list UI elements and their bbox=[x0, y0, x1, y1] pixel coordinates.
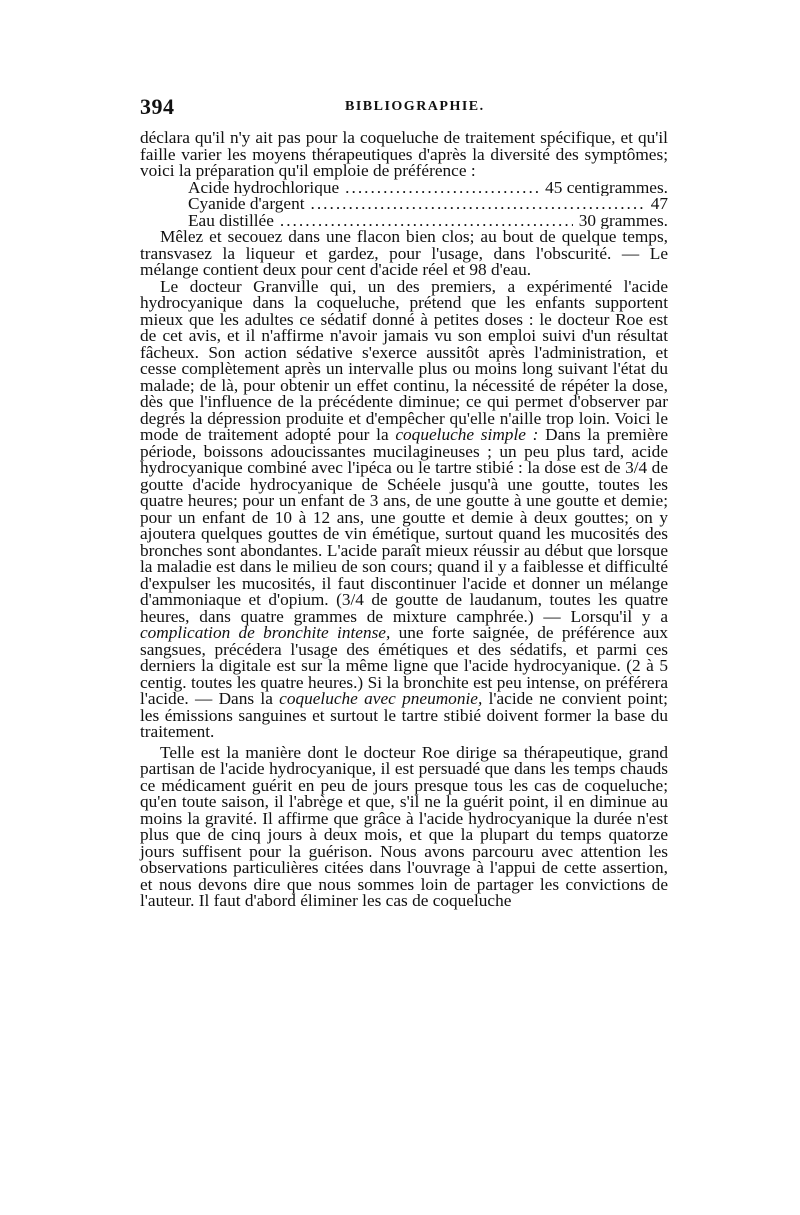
emphasis-simple-whooping-cough: coqueluche simple : bbox=[395, 425, 539, 444]
page-number: 394 bbox=[140, 94, 175, 119]
paragraph-4: Telle est la manière dont le docteur Roe dirige sa thérapeutique, grand partisan de l'acide hydrocyanique, il est persuadé que dans les temps chauds ce médicament guérit en peu de jours presque tous les cas de coqueluche; qu'en toute saison, il l'abrège et que, s'il ne la guérit point, il en diminue au moins la gravité. Il affirme que grâce à l'acide hydrocyanique la durée n'est plus que de cinq jours à deux mois, et que la plupart du temps quatorze jours suffisent pour la guérison. Nous avons parcouru avec attention les observations particulières citées dans l'ouvrage à l'appui de cette assertion, et nous devons dire que nous sommes loin de partager les convictions de l'auteur. Il faut d'abord éliminer les cas de coqueluche bbox=[140, 742, 668, 910]
dot-leader bbox=[311, 196, 645, 213]
paragraph-3-text-d: l'acide ne convient point; les émissions sanguines et surtout le tartre stibié doivent former la base du traitement. bbox=[140, 689, 668, 741]
dot-leader bbox=[345, 180, 539, 197]
paragraph-3-text-c: une forte saignée, de préférence aux sangsues, précédera l'usage des émétiques et des sédatifs, et parmi ces derniers la digitale est sur la même ligne que l'acide hydrocyanique. (2 à 5 centig. toutes les quatre heures.) Si la bronchite est peu intense, on préférera l'acide. — Dans la bbox=[140, 623, 668, 708]
paragraph-1: déclara qu'il n'y ait pas pour la coqueluche de traitement spécifique, et qu'il faille varier les moyens thérapeutiques d'après la diversité des symptômes; voici la préparation qu'il emploie de préférence : bbox=[140, 128, 668, 180]
running-head: BIBLIOGRAPHIE. bbox=[345, 99, 485, 114]
ingredient-amount: 30 grammes. bbox=[578, 212, 668, 229]
ingredient-name: Acide hydrochlorique bbox=[188, 179, 340, 196]
emphasis-pneumonia: coqueluche avec pneumonie, bbox=[279, 689, 483, 708]
paragraph-3-text-b: Dans la première période, boissons adoucissantes mucilagineuses ; un peu plus tard, acide hydrocyanique combiné avec l'ipéca ou le tartre stibié : la dose est de 3/4 de goutte d'acide hydrocyanique de Schéele jusqu'à une goutte, toutes les quatre heures; pour un enfant de 3 ans, de une goutte à une goutte et demie; pour un enfant de 10 à 12 ans, une goutte et demie à deux gouttes; on y ajoutera quelques gouttes de vin émétique, surtout quand les mucosités des bronches sont abondantes. L'acide paraît mieux réussir au début que lorsque la maladie est dans le milieu de son cours; quand il y a faiblesse et difficulté d'expulser les mucosités, il faut discontinuer l'acide et donner un mélange d'ammoniaque et d'opium. (3/4 de goutte de laudanum, toutes les quatre heures, dans quatre grammes de mixture camphrée.) — Lorsqu'il y a bbox=[140, 425, 668, 626]
recipe-row bbox=[188, 180, 668, 197]
paragraph-3-text-a: Le docteur Granville qui, un des premiers, a expérimenté l'acide hydrocyanique dans la coqueluche, prétend que les enfants supportent mieux que les adultes ce sédatif donné à petites doses : le docteur Roe est de cet avis, et il n'affirme n'avoir jamais vu son emploi suivi d'un résultat fâcheux. Son action sédative s'exerce aussitôt après l'administration, et cesse complètement après un intervalle plus ou moins long suivant l'état du malade; de là, pour obtenir un effet continu, la nécessité de répéter la dose, dès que l'influence de la précédente diminue; ce qui permet d'observer par degrés la dépression produite et d'empêcher qu'elle n'aille trop loin. Voici le mode de traitement adopté pour la bbox=[140, 276, 668, 444]
ingredient-name: Eau distillée bbox=[188, 212, 274, 229]
recipe-row bbox=[188, 196, 668, 213]
ingredient-amount: 47 bbox=[650, 196, 668, 213]
emphasis-bronchitis-complication: complication de bronchite intense, bbox=[140, 623, 391, 642]
recipe-list bbox=[188, 180, 668, 230]
paragraph-2: Mêlez et secouez dans une flacon bien clos; au bout de quelque temps, transvasez la liqueur et gardez, pour l'usage, dans l'obscurité. — Le mélange contient deux pour cent d'acide réel et 98 d'eau. bbox=[140, 227, 668, 279]
body-text bbox=[140, 130, 668, 910]
ingredient-name: Cyanide d'argent bbox=[188, 196, 305, 213]
ingredient-amount: 45 centigrammes. bbox=[545, 179, 668, 196]
paragraph-3 bbox=[140, 276, 668, 741]
page-header bbox=[140, 94, 670, 124]
